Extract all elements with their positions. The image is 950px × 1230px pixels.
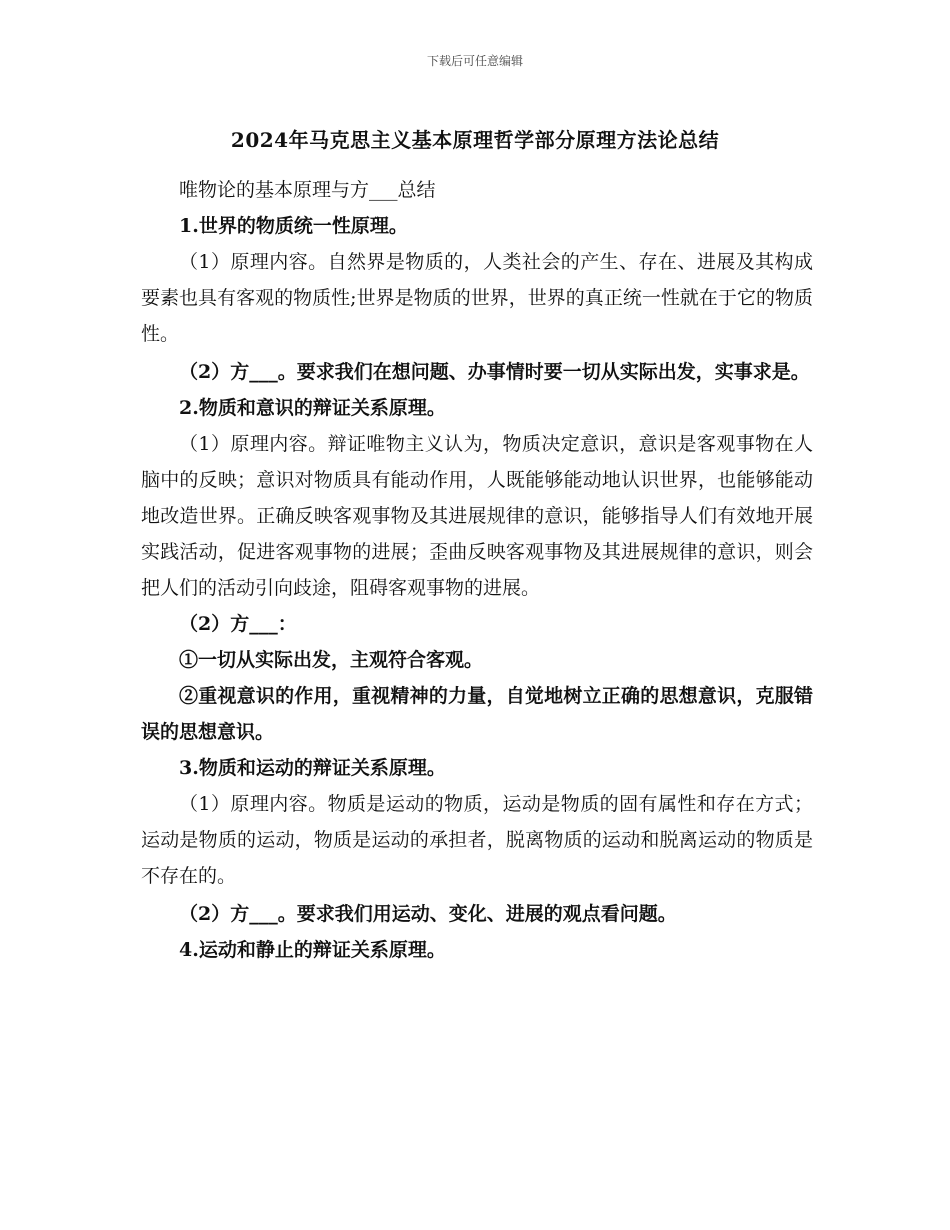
paragraph-1-method: （2）方___。要求我们在想问题、办事情时要一切从实际出发，实事求是。 <box>179 361 810 383</box>
paragraph-3-method: （2）方___。要求我们用运动、变化、进展的观点看问题。 <box>179 903 677 925</box>
section-intro: 唯物论的基本原理与方___总结 <box>179 179 436 201</box>
paragraph-3-content: （1）原理内容。物质是运动的物质，运动是物质的固有属性和存在方式；运动是物质的运动，物质是运动的承担者，脱离物质的运动和脱离运动的物质是不存在的。 <box>141 793 813 887</box>
paragraph-1-content: （1）原理内容。自然界是物质的，人类社会的产生、存在、进展及其构成要素也具有客观的物质性;世界是物质的世界，世界的真正统一性就在于它的物质性。 <box>141 251 813 345</box>
heading-1: 1.世界的物质统一性原理。 <box>179 215 408 237</box>
heading-2: 2.物质和意识的辩证关系原理。 <box>179 397 446 419</box>
heading-3: 3.物质和运动的辩证关系原理。 <box>179 757 446 779</box>
method-point-2: ②重视意识的作用，重视精神的力量，自觉地树立正确的思想意识，克服错误的思想意识。 <box>141 685 813 743</box>
header-note: 下载后可任意编辑 <box>426 54 523 68</box>
paragraph-2-method: （2）方___： <box>179 613 297 635</box>
method-point-1: ①一切从实际出发，主观符合客观。 <box>179 649 484 671</box>
document-body <box>141 172 813 968</box>
paragraph-2-content: （1）原理内容。辩证唯物主义认为，物质决定意识，意识是客观事物在人脑中的反映；意识对物质具有能动作用，人既能够能动地认识世界，也能够能动地改造世界。正确反映客观事物及其进展规律的意识，能够指导人们有效地开展实践活动，促进客观事物的进展；歪曲反映客观事物及其进展规律的意识，则会把人们的活动引向歧途，阻碍客观事物的进展。 <box>141 433 813 599</box>
heading-4: 4.运动和静止的辩证关系原理。 <box>179 939 446 961</box>
document-title: 2024年马克思主义基本原理哲学部分原理方法论总结 <box>230 128 720 152</box>
